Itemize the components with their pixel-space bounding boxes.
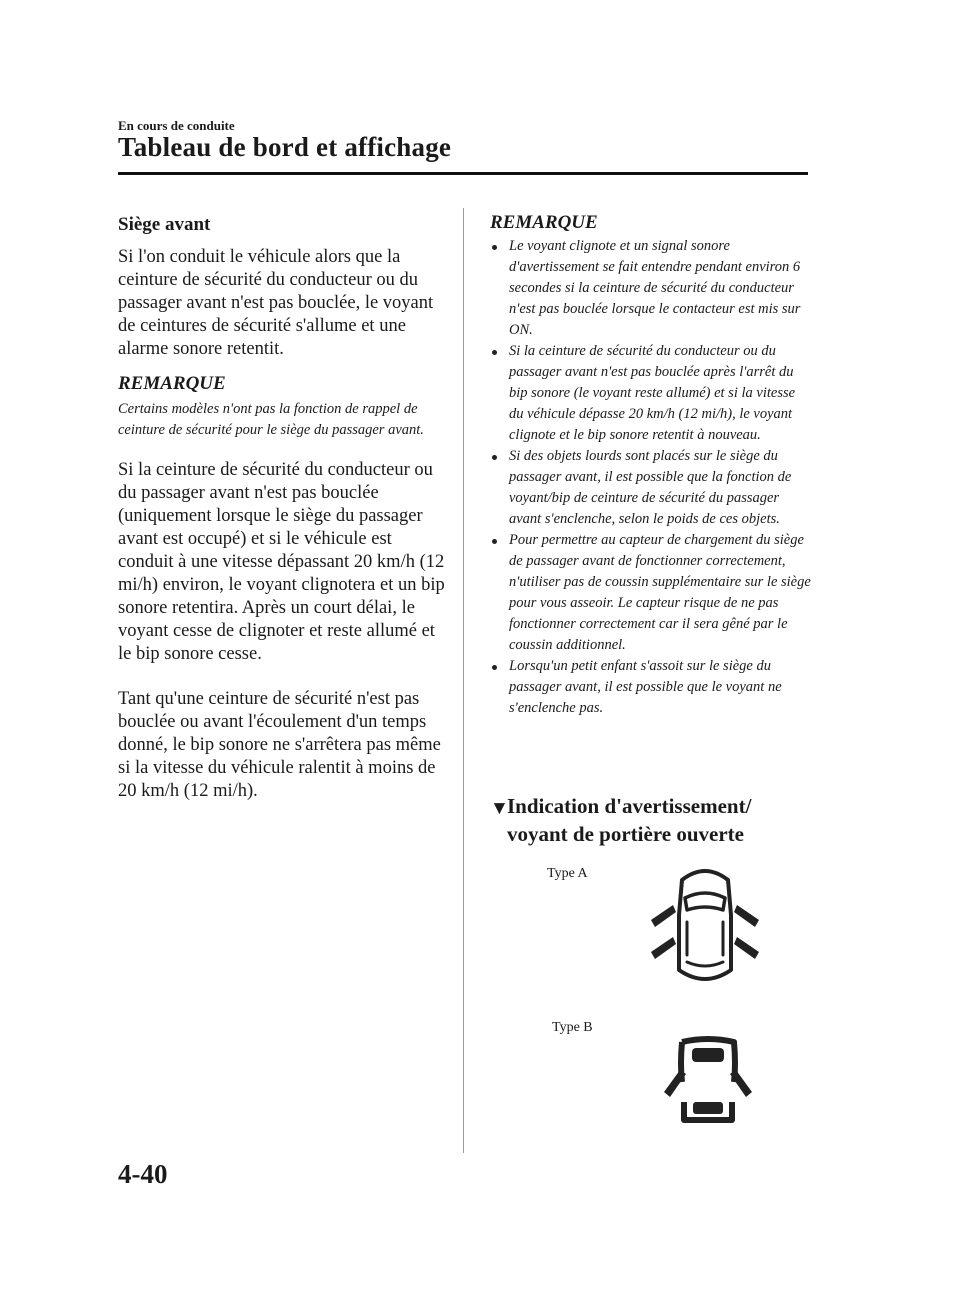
paragraph-1: Si l'on conduit le véhicule alors que la ceinture de sécurité du conducteur ou du passager avant n'est pas bouclée, le voyant de ceintures de sécurité s'allume et une alarme sonore retentit. [118, 247, 434, 359]
list-item: Lorsqu'un petit enfant s'assoit sur le siège du passager avant, il est possible que le voyant ne s'enclenche pas. [490, 656, 812, 719]
list-item: Si des objets lourds sont placés sur le siège du passager avant, il est possible que la fonction de voyant/bip de ceinture de sécurité du passager avant s'enclenche, selon le poids de ces objets. [490, 446, 812, 530]
page-number: 4-40 [118, 1159, 168, 1189]
column-divider [463, 208, 464, 1153]
type-b-label: Type B [552, 1020, 593, 1035]
note-title-left: REMARQUE [118, 373, 226, 394]
bullet-icon [492, 245, 497, 250]
list-item: Le voyant clignote et un signal sonore d'avertissement se fait entendre pendant environ 6 secondes si la ceinture de sécurité du conducteur n'est pas bouclée lorsque le contacteur est mis sur ON. [490, 236, 812, 341]
paragraph-3: Tant qu'une ceinture de sécurité n'est pas bouclée ou avant l'écoulement d'un temps donné, le bip sonore ne s'arrêtera pas même si la vitesse du véhicule ralentit à moins de 20 km/h (12 mi/h). [118, 689, 441, 801]
left-column [118, 214, 448, 803]
note-bullet-list [490, 236, 812, 719]
front-seat-subheading: Siège avant [118, 214, 211, 235]
note-title-right: REMARQUE [490, 212, 598, 233]
bullet-icon [492, 350, 497, 355]
bullet-icon [492, 665, 497, 670]
triangle-marker-icon: ▼ [490, 798, 509, 819]
bullet-icon [492, 455, 497, 460]
header-rule [118, 172, 808, 175]
section-label: En cours de conduite [118, 118, 235, 133]
bullet-icon [492, 539, 497, 544]
door-open-car-top-view-icon [645, 860, 765, 990]
list-item: Pour permettre au capteur de chargement du siège de passager avant de fonctionner correctement, n'utiliser pas de coussin supplémentaire sur le siège pour vous asseoir. Le capteur risque de ne pas fonctionner correctement car il sera gêné par le coussin additionnel. [490, 530, 812, 656]
note-text-left: Certains modèles n'ont pas la fonction de rappel de ceinture de sécurité pour le siège du passager avant. [118, 401, 424, 438]
door-warning-heading: ▼ Indication d'avertissement/ voyant de portière ouverte [490, 794, 752, 846]
page-title: Tableau de bord et affichage [118, 132, 452, 162]
list-item: Si la ceinture de sécurité du conducteur ou du passager avant n'est pas bouclée après l'arrêt du bip sonore (le voyant reste allumé) et si la vitesse du véhicule dépasse 20 km/h (12 mi/h), le voyant clignote et le bip sonore retentit à nouveau. [490, 341, 812, 446]
type-a-label: Type A [547, 866, 588, 881]
paragraph-2: Si la ceinture de sécurité du conducteur ou du passager avant n'est pas bouclée (uniquement lorsque le siège du passager avant est occupé) et si le véhicule est conduit à une vitesse dépassant 20 km/h (12 mi/h) environ, le voyant clignotera et un bip sonore retentira. Après un court délai, le voyant cesse de clignoter et reste allumé et le bip sonore cesse. [118, 460, 445, 664]
door-open-car-simplified-icon [660, 1034, 756, 1126]
right-column [490, 212, 812, 719]
